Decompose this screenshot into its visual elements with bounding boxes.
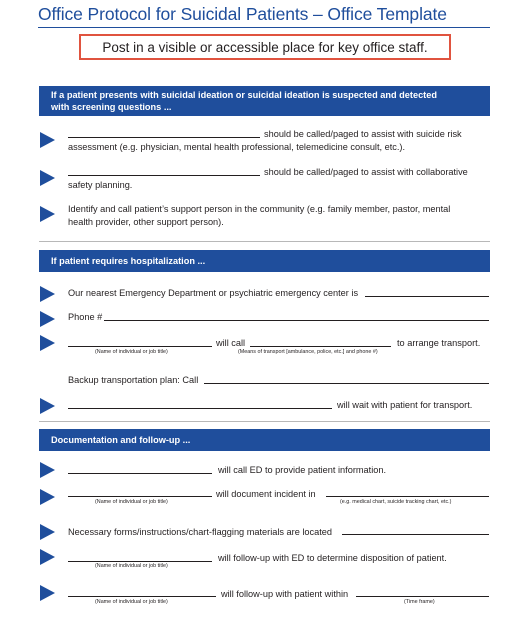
item-text: to arrange transport. [397, 338, 481, 348]
arrow-bullet-icon [40, 335, 55, 351]
page-title: Office Protocol for Suicidal Patients – Office Template [38, 4, 447, 24]
arrow-bullet-icon [40, 206, 55, 222]
fill-in-line[interactable] [356, 596, 489, 597]
item-text: Necessary forms/instructions/chart-flagging materials are located [68, 527, 332, 537]
fill-in-line[interactable] [365, 296, 489, 297]
fill-in-line[interactable] [326, 496, 489, 497]
arrow-bullet-icon [40, 286, 55, 302]
item-text: will call [216, 338, 246, 348]
section-divider [39, 421, 490, 422]
arrow-bullet-icon [40, 585, 55, 601]
item-text: will follow-up with ED to determine disposition of patient. [218, 553, 447, 563]
item-text: health provider, other support person). [68, 217, 224, 227]
field-caption: (Name of individual or job title) [95, 499, 168, 505]
item-text: Backup transportation plan: Call [68, 375, 199, 385]
fill-in-line[interactable] [68, 175, 260, 176]
arrow-bullet-icon [40, 462, 55, 478]
field-caption: (Name of individual or job title) [95, 349, 168, 355]
item-text: should be called/paged to assist with collaborative [264, 167, 468, 177]
item-text: will call ED to provide patient information. [218, 465, 387, 475]
fill-in-line[interactable] [250, 346, 391, 347]
item-text: Phone # [68, 312, 103, 322]
arrow-bullet-icon [40, 132, 55, 148]
field-caption: (Name of individual or job title) [95, 563, 168, 569]
fill-in-line[interactable] [68, 346, 212, 347]
item-text: assessment (e.g. physician, mental health professional, telemedicine consult, etc.). [68, 142, 406, 152]
section-header-documentation: Documentation and follow-up ... [39, 429, 490, 451]
section-header-line-1: If a patient presents with suicidal ideation or suicidal ideation is suspected and detected [51, 90, 437, 100]
fill-in-line[interactable] [104, 320, 489, 321]
fill-in-line[interactable] [68, 137, 260, 138]
fill-in-line[interactable] [68, 596, 216, 597]
arrow-bullet-icon [40, 549, 55, 565]
arrow-bullet-icon [40, 489, 55, 505]
field-caption: (Means of transport [ambulance, police, etc.] and phone #) [238, 349, 378, 355]
item-text: will follow-up with patient within [221, 589, 349, 599]
fill-in-line[interactable] [68, 496, 212, 497]
section-header-line-2: with screening questions ... [51, 102, 172, 112]
fill-in-line[interactable] [68, 408, 332, 409]
arrow-bullet-icon [40, 398, 55, 414]
fill-in-line[interactable] [204, 383, 489, 384]
posting-notice: Post in a visible or accessible place for key office staff. [79, 34, 451, 60]
field-caption: (Name of individual or job title) [95, 599, 168, 605]
field-caption: (e.g. medical chart, suicide tracking chart, etc.) [340, 499, 452, 505]
item-text: Identify and call patient’s support person in the community (e.g. family member, pastor, mental [68, 204, 451, 214]
item-text: should be called/paged to assist with suicide risk [264, 129, 462, 139]
item-text: safety planning. [68, 180, 133, 190]
fill-in-line[interactable] [68, 561, 212, 562]
item-text: will wait with patient for transport. [337, 400, 473, 410]
arrow-bullet-icon [40, 170, 55, 186]
arrow-bullet-icon [40, 524, 55, 540]
field-caption: (Time frame) [404, 599, 435, 605]
section-header-ideation [39, 86, 490, 116]
item-text: will document incident in [216, 489, 316, 499]
arrow-bullet-icon [40, 311, 55, 327]
section-divider [39, 241, 490, 242]
section-header-hospitalization: If patient requires hospitalization ... [39, 250, 490, 272]
title-underline [38, 27, 490, 28]
fill-in-line[interactable] [68, 473, 212, 474]
fill-in-line[interactable] [342, 534, 489, 535]
item-text: Our nearest Emergency Department or psychiatric emergency center is [68, 288, 359, 298]
